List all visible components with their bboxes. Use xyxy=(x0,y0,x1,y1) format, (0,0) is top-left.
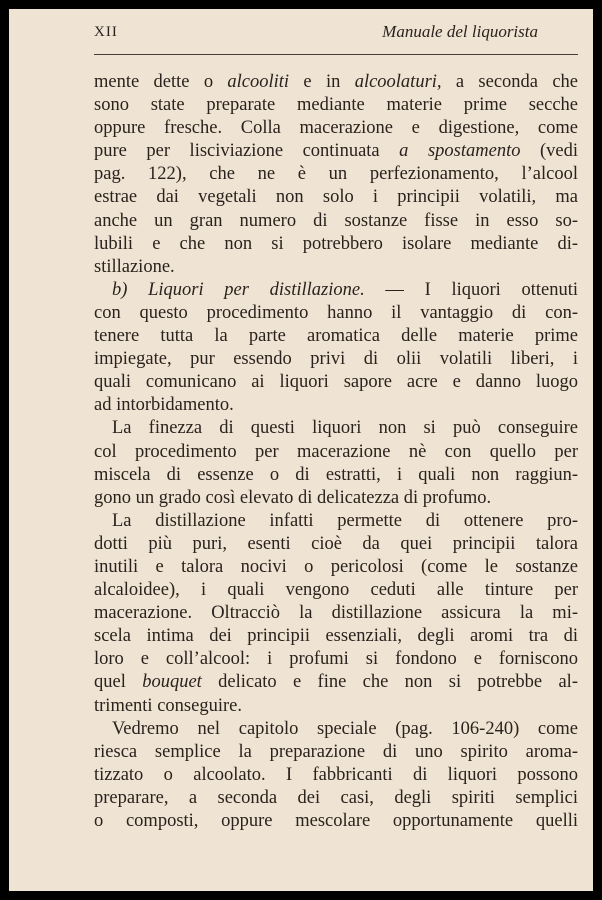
text-run: alcaloidee), i quali vengono ceduti alle tinture per xyxy=(94,580,578,601)
text-line xyxy=(94,325,578,348)
text-run: impiegate, pur essendo privi di olii volatili liberi, i xyxy=(94,349,578,370)
italic-text: alcooliti xyxy=(227,72,290,92)
text-run: gono un grado così elevato di delicatezza di profumo. xyxy=(94,487,492,508)
text-line xyxy=(94,602,578,625)
text-run: (vedi xyxy=(520,141,578,162)
text-line xyxy=(94,417,578,440)
text-line xyxy=(94,186,578,209)
text-line xyxy=(94,556,578,579)
text-line xyxy=(94,256,578,279)
text-run: riesca semplice la preparazione di uno spirito aroma- xyxy=(94,741,578,762)
text-run: La distillazione infatti permette di ottenere pro- xyxy=(112,510,578,531)
text-run: — I liquori ottenuti xyxy=(364,279,578,300)
text-run: macerazione. Oltracciò la distillazione assicura la mi- xyxy=(94,603,578,624)
text-line xyxy=(94,441,578,464)
text-run: estrae dai vegetali non solo i principii volatili, ma xyxy=(94,187,578,208)
text-run: La finezza di questi liquori non si può conseguire xyxy=(112,418,578,439)
text-line xyxy=(94,741,578,764)
text-line xyxy=(94,394,578,417)
text-run: quel xyxy=(94,672,143,693)
text-run: sono state preparate mediante materie prime secche xyxy=(94,95,578,116)
text-run: con questo procedimento hanno il vantaggio di con- xyxy=(94,302,578,323)
text-line xyxy=(94,210,578,233)
text-line xyxy=(94,163,578,186)
text-run: quali comunicano ai liquori sapore acre e danno luogo xyxy=(94,372,578,393)
text-line xyxy=(94,140,578,163)
text-run: o composti, oppure mescolare opportunamente quelli xyxy=(94,811,578,831)
text-run: col procedimento per macerazione nè con quello per xyxy=(94,441,578,462)
text-run: oppure fresche. Colla macerazione e digestione, come xyxy=(94,118,578,139)
text-line xyxy=(94,279,578,302)
text-line xyxy=(94,764,578,787)
text-line xyxy=(94,787,578,810)
text-line xyxy=(94,671,578,694)
text-line xyxy=(94,625,578,648)
text-run: tenere tutta la parte aromatica delle materie prime xyxy=(94,326,578,347)
text-run: inutili e talora nocivi o pericolosi (come le sostanze xyxy=(94,556,578,577)
text-line xyxy=(94,302,578,325)
text-line xyxy=(94,718,578,741)
text-run: miscela di essenze o di estratti, i quali non raggiun- xyxy=(94,464,578,485)
page-number: XII xyxy=(94,24,118,40)
text-line xyxy=(94,533,578,556)
text-run: e in xyxy=(289,72,355,92)
text-run: delicato e fine che non si potrebbe al- xyxy=(201,672,578,693)
italic-text: b) Liquori per distillazione. xyxy=(112,279,365,300)
text-line xyxy=(94,810,578,833)
body-text xyxy=(94,71,578,833)
running-header xyxy=(94,22,578,48)
text-line xyxy=(94,464,578,487)
text-run: a seconda che xyxy=(441,72,578,92)
text-run: Vedremo nel capitolo speciale (pag. 106-240) come xyxy=(112,718,578,739)
italic-text: a spostamento xyxy=(399,141,521,162)
text-line xyxy=(94,579,578,602)
text-line xyxy=(94,487,578,510)
text-line xyxy=(94,371,578,394)
text-line xyxy=(94,510,578,533)
text-run: pag. 122), che ne è un perfezionamento, l’alcool xyxy=(94,164,578,185)
text-run: anche un gran numero di sostanze fisse in esso so- xyxy=(94,210,578,231)
text-line xyxy=(94,71,578,94)
text-line xyxy=(94,648,578,671)
italic-text: alcoolaturi, xyxy=(354,72,442,92)
text-run: loro e coll’alcool: i profumi si fondono e forniscono xyxy=(94,649,578,670)
text-run: lubili e che non si potrebbero isolare mediante di- xyxy=(94,233,578,254)
text-line xyxy=(94,348,578,371)
text-run: pure per lisciviazione continuata xyxy=(94,141,400,162)
running-title: Manuale del liquorista xyxy=(382,22,538,41)
text-run: stillazione. xyxy=(94,256,175,277)
italic-text: bouquet xyxy=(142,672,202,693)
text-run: trimenti conseguire. xyxy=(94,695,242,716)
text-run: preparare, a seconda dei casi, degli spiriti semplici xyxy=(94,787,578,808)
text-line xyxy=(94,233,578,256)
header-rule xyxy=(94,54,578,55)
text-line xyxy=(94,117,578,140)
text-run: dotti più puri, esenti cioè da quei principii talora xyxy=(94,533,578,554)
text-run: tizzato o alcoolato. I fabbricanti di liquori possono xyxy=(94,764,578,785)
text-run: scela intima dei principii essenziali, degli aromi tra di xyxy=(94,626,578,647)
text-run: ad intorbidamento. xyxy=(94,395,234,416)
text-run: mente dette o xyxy=(94,72,228,92)
text-line xyxy=(94,94,578,117)
text-line xyxy=(94,695,578,718)
